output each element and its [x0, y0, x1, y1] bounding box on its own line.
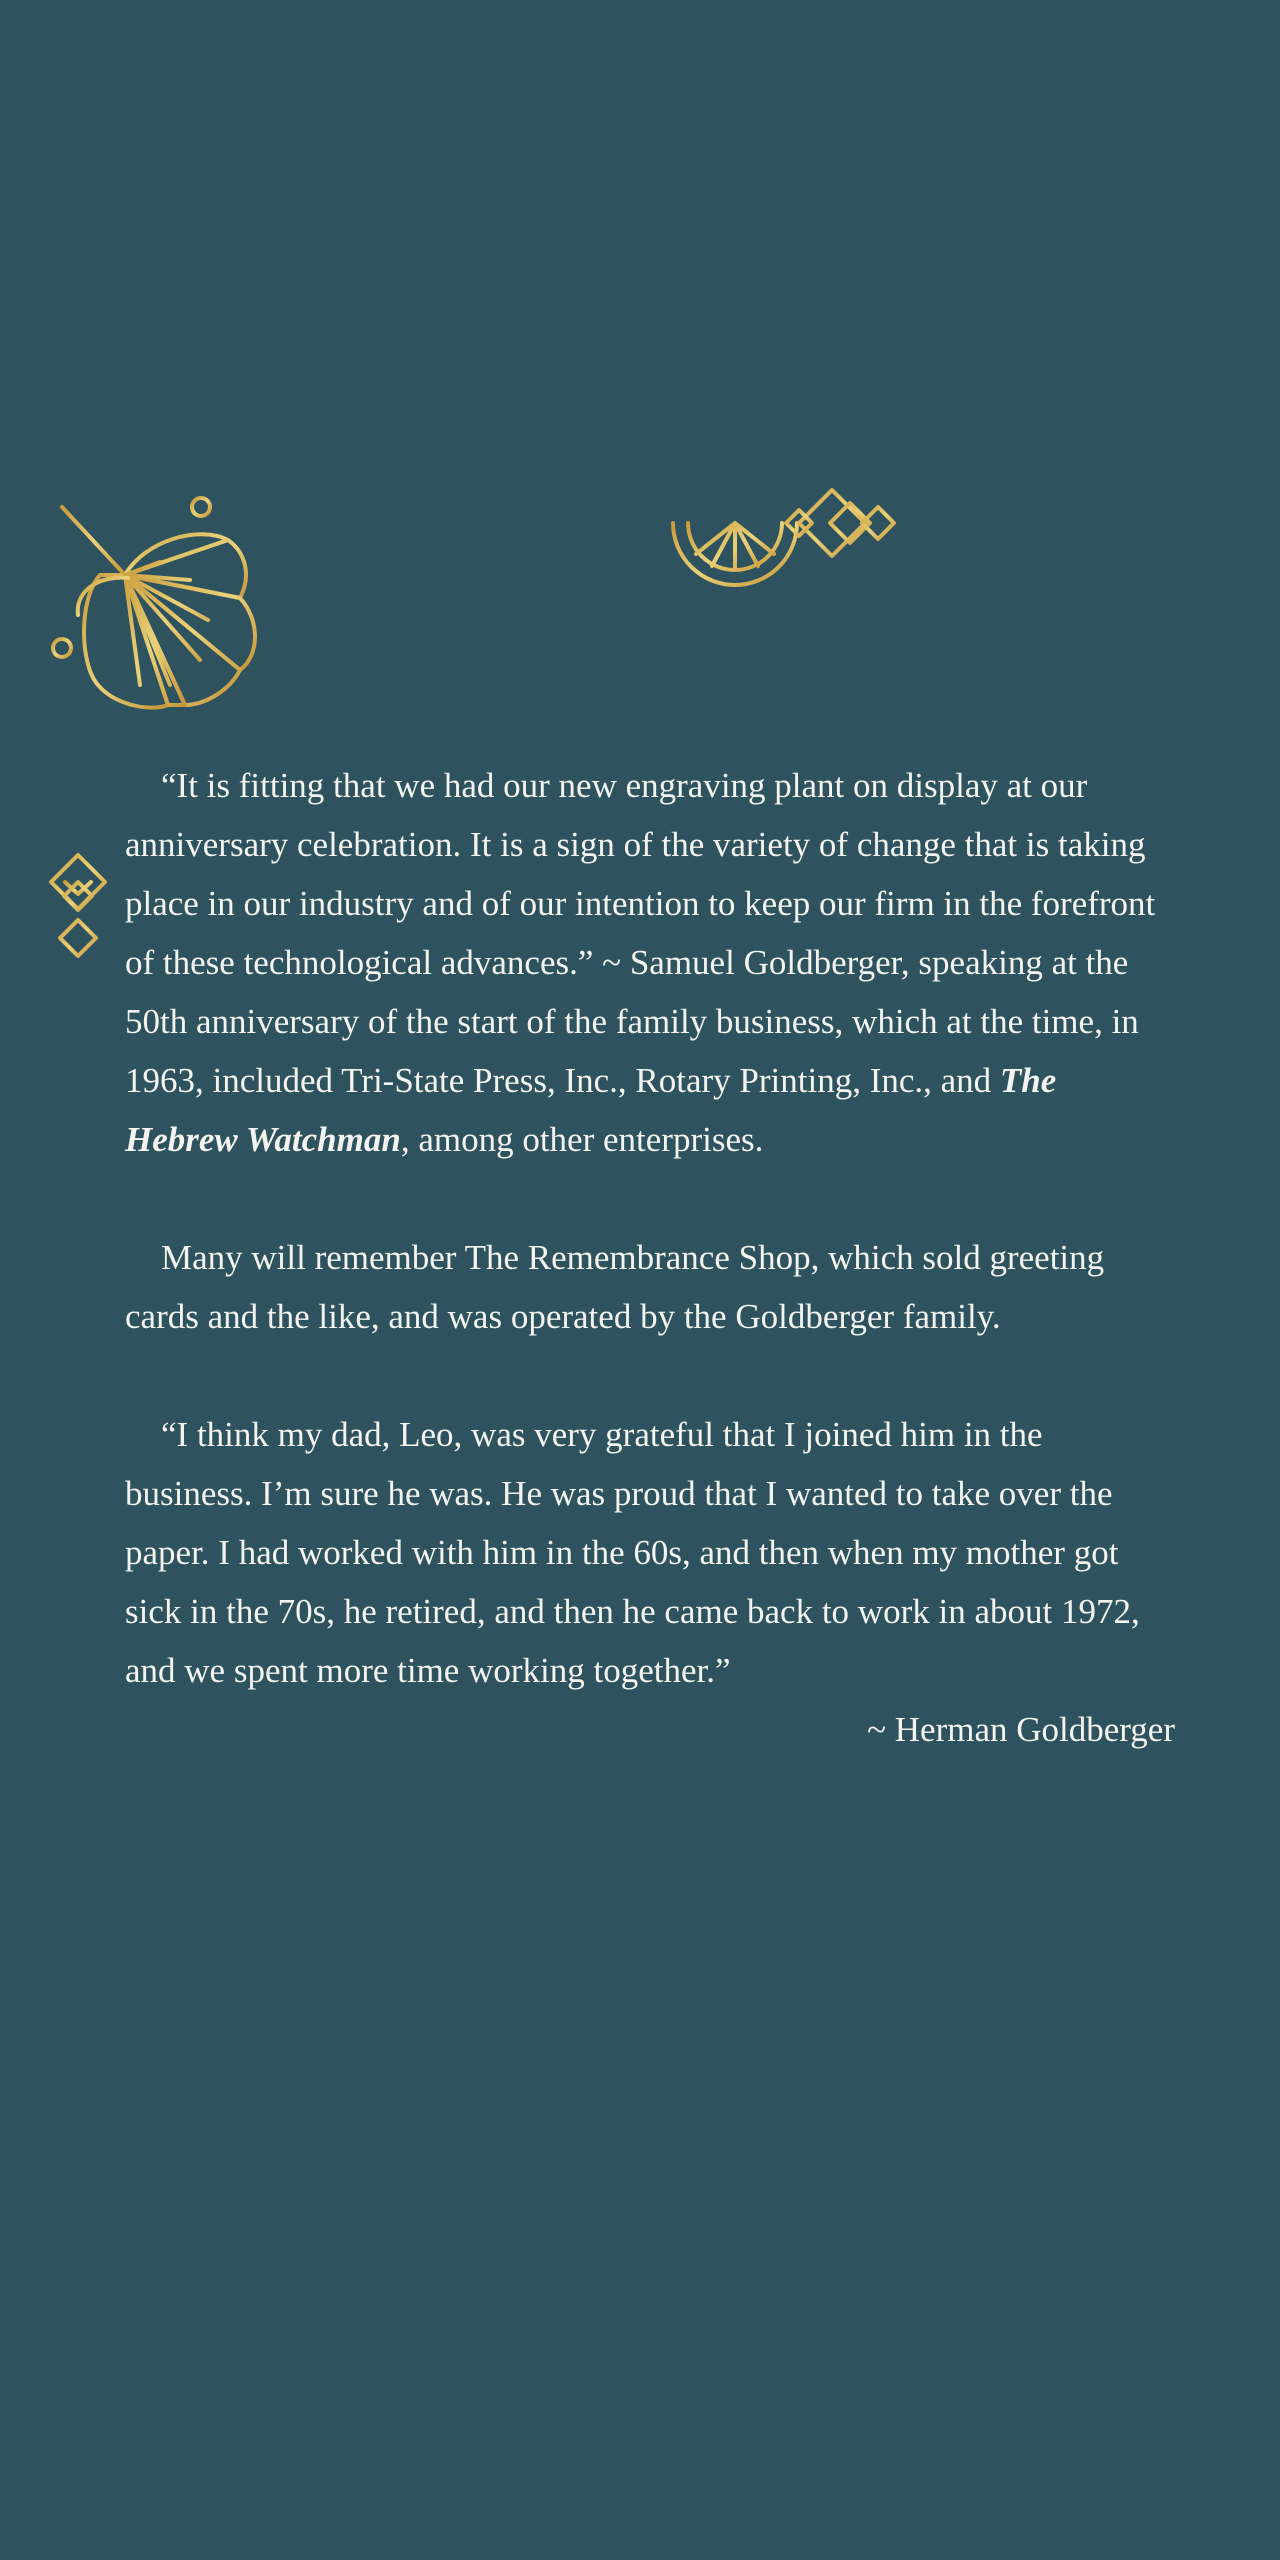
- paragraph-herman-quote: “I think my dad, Leo, was very grateful that I joined him in the business. I’m sure he was. He was proud that I wanted to take over the paper. I had worked with him in the 60s, and then when my mother got sick in the 70s, he retired, and then he came back to work in about 1972, and we spent more time working together.”: [125, 1415, 1140, 1690]
- publication-title: The Hebrew Watchman: [125, 1061, 1057, 1159]
- paragraph-text-end: , among other enterprises.: [400, 1120, 764, 1159]
- body-text: [125, 756, 1175, 1759]
- paragraph-remembrance-shop: Many will remember The Remembrance Shop, which sold greeting cards and the like, and was operated by the Goldberger family.: [125, 1238, 1105, 1336]
- paragraph-samuel-quote: [125, 756, 1175, 1169]
- paragraph-text: “It is fitting that we had our new engraving plant on display at our anniversary celebration. It is a sign of the variety of change that is taking place in our industry and of our intention to keep our firm in the forefront of these technological advances.” ~ Samuel Goldberger, speaking at the 50th anniversary of the start of the family business, which at the time, in 1963, included Tri-State Press, Inc., Rotary Printing, Inc., and: [125, 766, 1156, 1100]
- quote-attribution: ~ Herman Goldberger: [867, 1710, 1175, 1749]
